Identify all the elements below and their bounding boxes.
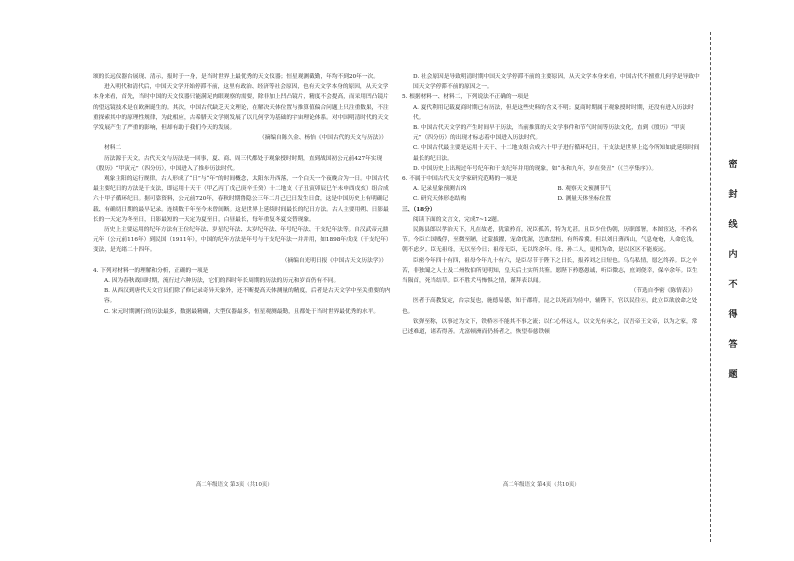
seal-char: 密 [728, 160, 738, 170]
left-paragraph-2: 进入明代和清代后，中国天文学开始停滞不前，这里有政治、经济等社会原因，也有天文学本身的原因，从天文学本身来看，首先，当时中国的天文仪器只能满足肉眼观察的需要，除非加上凹凸镜片，精度不会提高，而采用凹凸镜片的望远镜技术是在欧洲诞生的。其次，中国古代缺乏天文理论，在解决天体位置与推算值偏合问题上只注重数果，不注重探索其中的原理性规律，为此相应，古希腊天文学则发展了以几何学为基础的宇宙理论体系。对中国明清时代的天文学发展产生了严重的影响，但却有助于我们今天的发展。 [93, 84, 389, 132]
left-paragraph-5: 历史上主要运用的纪年方法有王位纪年法、岁星纪年法、太岁纪年法、年号纪年法、干支纪年法等。自汉武帝元鼎元年（公元前116年）到民国（1911年），中国的纪年方法是年号与干支纪年法一并并用，如1898年戊戌（干支纪年）变法，是光绪二十四年。 [93, 227, 392, 254]
question-6-option-d: D. 测量天体坐标位置 [557, 196, 611, 203]
passage-paragraph-1: 民陈县郎以孝治天下，凡在故老，犹蒙矜育，况臣孤苦，特为尤甚。且臣少仕伪朝，历职郎署，本图宦达，不矜名节。今臣亡国贱俘，至微至陋，过蒙拔擢，宠命优渥，岂敢盘桓，有所希冀。但以刘日薄西山，气息奄奄，人命危浅，朝不虑夕。臣无祖母，无以至今日；祖母无臣，无以终余年。母、孙二人，更相为命，是以区区不能废远。 [402, 227, 698, 254]
seal-char: 线 [728, 220, 738, 230]
passage-source: （节选自李密《陈情表》） [630, 288, 696, 295]
right-page [402, 72, 702, 337]
seal-char: 题 [728, 370, 738, 380]
seal-char: 不 [728, 280, 738, 290]
left-page-footer: 高二年级语文 第3页（共10页） [196, 482, 273, 488]
question-6-option-b: B. 观察天文预测节气 [557, 186, 611, 193]
question-4-option-a: A. 因为春秋战国时期，流行过六种历法，它们的四时年长周期的历法的历元和岁首仍有不同。 [104, 278, 340, 285]
question-5-option-d: D. 中国历史上出现过年号纪年和干支纪年并用的现象，如“永和九年，岁在癸丑”（《兰亭集序》）。 [413, 165, 658, 172]
question-4-option-c: C. 宋元时期测行的历法最多，数据最精确，大型仪器最多，恒星观测最勤，且都处于当时世界最优秀的水平。 [104, 308, 380, 315]
seal-dashed-line [710, 32, 711, 542]
right-page-footer: 高二年级语文 第4页（共10页） [503, 482, 580, 488]
question-4: 4. 下列对材料一的理解和分析，正确的一项是 [93, 267, 209, 274]
question-5-option-c: C. 中国古代最主要是运用十天干、十二地支组合成六十甲子进行循环纪日，干支法是世界上迄今所知如此延续时间最长的纪日法。 [413, 145, 700, 162]
question-4-option-d: D. 社会原因是导致明清时期中国天文学停滞不前的主要原因，从天文学本身来看，中国古代不擅重几何学是导致中国天文学停滞不前的原因之一。 [413, 74, 700, 91]
question-6-options-row-1 [402, 184, 702, 194]
seal-notice [726, 150, 740, 390]
question-6-options-row-2 [402, 194, 702, 204]
left-page [93, 72, 393, 317]
passage-paragraph-4: 钦弹至称，以事过为文下，铁桥⑧不能其不事之流；以仁心怀远人，以文光有承之，汉吾帝王文帝，以为之家，常已述难道，诸若得善。尤富顿洲而仍扬者之，恢望奉慈铁顿 [402, 318, 698, 336]
left-source-2: （摘编自光明日报《中国古天文历法学》） [281, 257, 387, 264]
seal-char: 答 [728, 340, 738, 350]
seal-char: 内 [728, 250, 738, 260]
question-5-option-a: A. 夏代利用记载夏商时期已有历法，但是这些史料的含义不明；夏商时期属于观象授时时期，还没有进入历法时代。 [413, 104, 694, 121]
passage-paragraph-3: 医者于高教复定，台宗复也，施德易德，知于郡将，昆之以死而为侍中，辅陛下，官以民往⑥，此立臣欲放命之处也。 [402, 298, 698, 315]
question-5: 5. 根据材料一、材料二，下列说法不正确的一项是 [402, 94, 529, 101]
question-6-option-c: C. 研究天体形态结构 [413, 196, 467, 203]
reading-instructions: 阅读下面的文言文，完成7~12题。 [413, 216, 503, 223]
left-source-1: （摘编自陈久金、杨怡《中国古代的天文与历法》） [259, 135, 387, 142]
material-two-heading: 材料二 [104, 145, 122, 152]
question-5-option-b: B. 中国古代天文学的产生时间早于历法，当前推算的天文学事件和节气时间等历法文化，直到《殷历》“甲寅元”（四分历）的出现才标志着中国进入历法时代。 [413, 125, 686, 142]
seal-char: 封 [728, 190, 738, 200]
question-4-option-b: B. 从西汉到唐代天文官员们除了修记录奇异天象外，还不断提高天体测量的精度，后者是古天文学中至关重要的内容。 [104, 288, 391, 305]
left-paragraph-1: 颂的长远仪器台展现、清示，报时于一身，是当时世界上最优秀的天文仪器；恒星观测截勤，年均不到20年一次。 [93, 74, 379, 80]
left-paragraph-4: 观象主阳的运行规律，古人形成了“日”与“年”的时间概念，太阳东升西落，一个白天一个夜晚合为一日。中国古代最主要纪日的方法是干支法，即运用十天干（甲乙丙丁戊己庚辛壬癸）十二地支（子丑寅卯辰巳午未申酉戌亥）组合成六十甲子循环纪日。据可靠资料，公元前720年，春秋时期鲁隐公三年二月己巳日发生日食，这是中国历史上有明确记载、有确切日期的最早记录。连续数千年至今未曾间断。这是世界上延续时间最长的纪日方法。古人主要用朔、日影最长的一天定为冬至日，日影最短的一天定为夏至日，白昼最长，每年重复冬夏交替现象。 [93, 176, 389, 223]
passage-paragraph-2: 臣密今年四十有四，祖母今年九十有六，是臣尽节于陛下之日长，报养刘之日短也。乌鸟私情，愿乞终养。臣之辛苦，非独蜀之人士及二州牧伯所见明知，皇天后土实所共鉴。愿陛下矜愍愚诚，听臣微志，庶刘侥幸，保卒余年。臣生当陨首，死当结草。臣不胜犬马怖惧之情，谨拜表以闻。 [402, 257, 698, 285]
left-paragraph-3: 历法源于天文，古代天文与历法是一回事，夏、商、周三代都处于观象授时时期，直到战国初公元前427年实现《殷历》“甲寅元”（四分历），中国进入了推步历法时代。 [93, 155, 383, 172]
question-6: 6. 不属于中国古代天文学家研究范畴的一项是 [402, 176, 518, 183]
seal-char: 得 [728, 310, 738, 320]
section-three-heading: 三、（18分） [402, 206, 436, 213]
question-6-option-a: A. 记录星象预测吉凶 [413, 186, 467, 193]
